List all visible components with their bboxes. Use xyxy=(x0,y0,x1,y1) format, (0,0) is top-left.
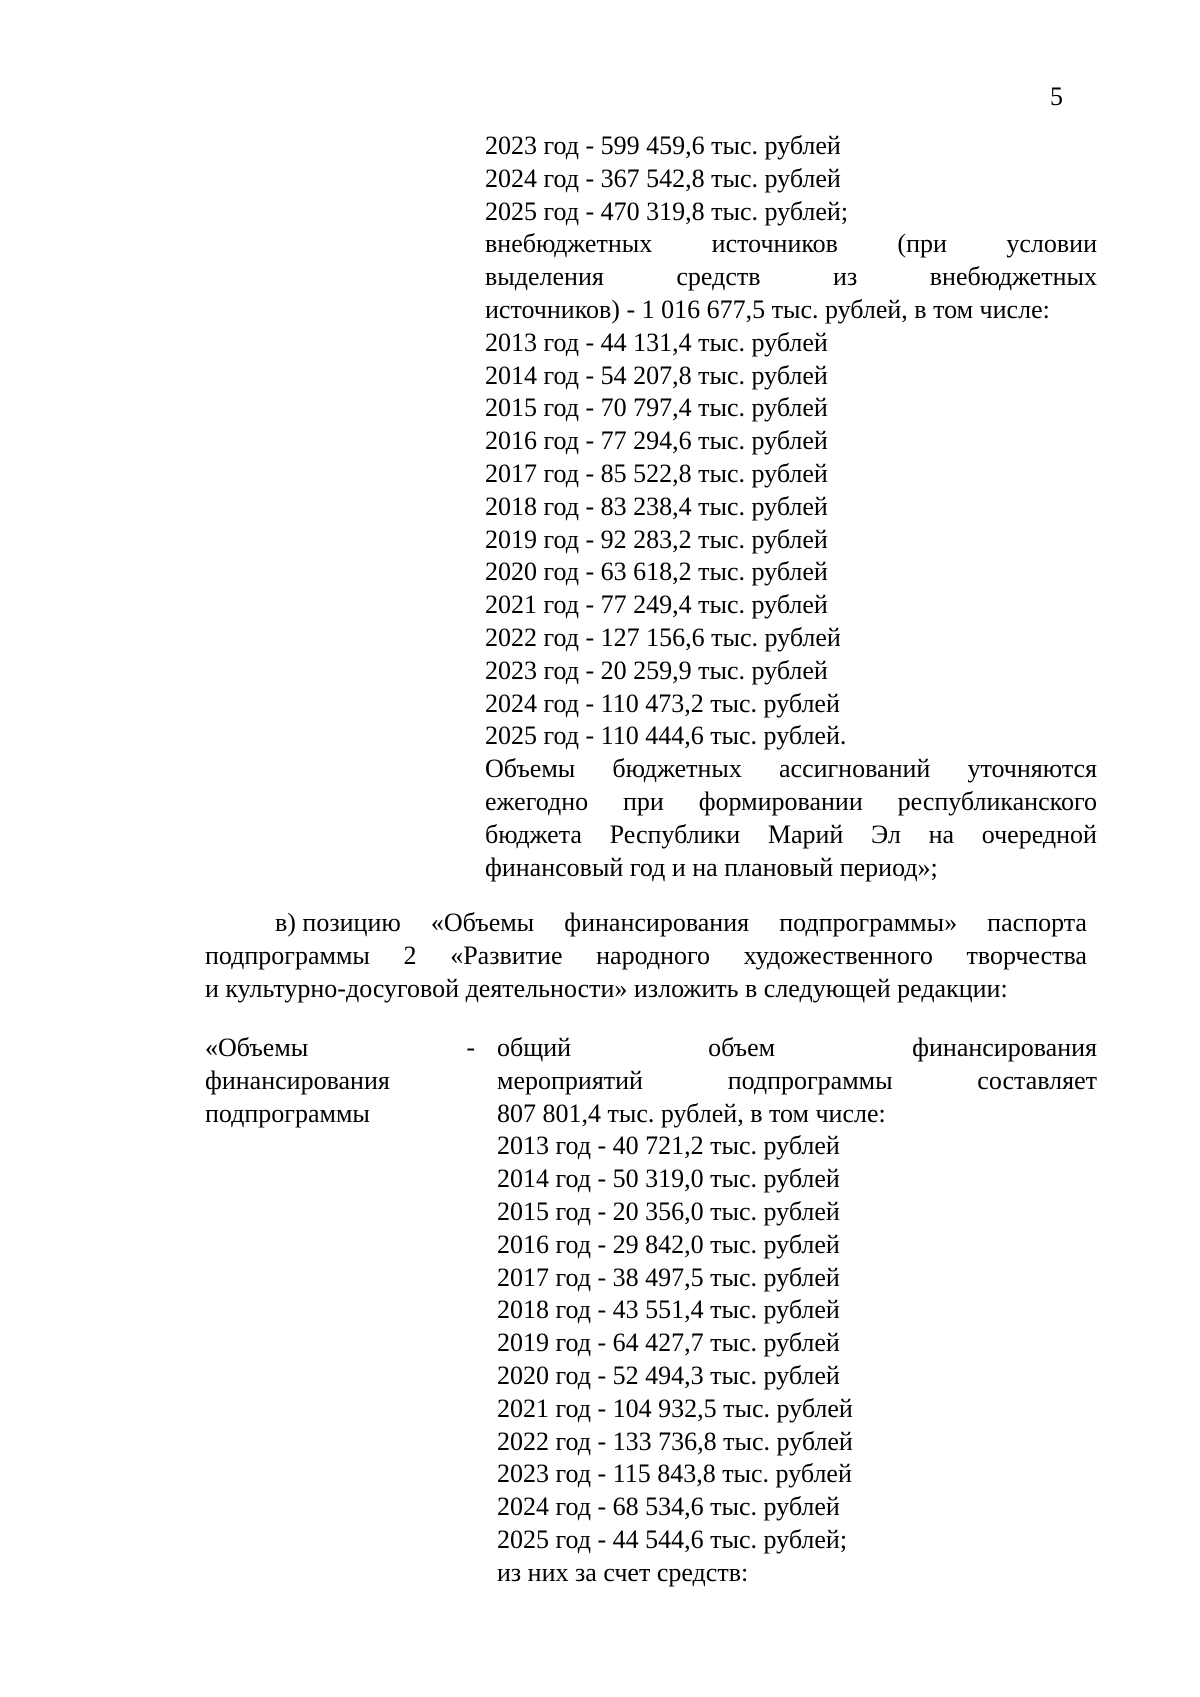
financing-line: 2022 год - 133 736,8 тыс. рублей xyxy=(497,1426,853,1456)
financing-line: 2021 год - 104 932,5 тыс. рублей xyxy=(497,1393,853,1423)
financing-line: 2019 год - 64 427,7 тыс. рублей xyxy=(497,1328,840,1358)
word: Эл xyxy=(871,819,901,849)
justified-line xyxy=(485,753,1097,786)
word: составляет xyxy=(977,1065,1097,1095)
justified-line xyxy=(485,786,1097,819)
financing-line: 2024 год - 68 534,6 тыс. рублей xyxy=(497,1492,840,1522)
financing-line: 807 801,4 тыс. рублей, в том числе: xyxy=(497,1098,886,1128)
justified-line xyxy=(205,907,1087,940)
label-text: финансирования xyxy=(205,1065,390,1095)
amendment-paragraph xyxy=(205,907,1087,1005)
financing-line: 2013 год - 40 721,2 тыс. рублей xyxy=(497,1131,840,1161)
word: внебюджетных xyxy=(929,262,1097,292)
financing-line: 2020 год - 52 494,3 тыс. рублей xyxy=(497,1360,840,1390)
word: средств xyxy=(676,262,761,292)
financing-line: из них за счет средств: xyxy=(497,1557,749,1587)
page-number: 5 xyxy=(1050,82,1063,111)
label-text: подпрограммы xyxy=(205,1098,370,1128)
financing-line: 2014 год - 54 207,8 тыс. рублей xyxy=(485,360,828,390)
financing-line: 2024 год - 367 542,8 тыс. рублей xyxy=(485,163,841,193)
word: 2 xyxy=(403,940,417,970)
word: республиканского xyxy=(897,786,1097,816)
word: формировании xyxy=(698,786,863,816)
financing-line: 2020 год - 63 618,2 тыс. рублей xyxy=(485,557,828,587)
financing-line: 2016 год - 77 294,6 тыс. рублей xyxy=(485,426,828,456)
word: Объемы xyxy=(485,754,576,784)
word: творчества xyxy=(966,940,1087,970)
word: художественного xyxy=(743,940,933,970)
financing-line: 2023 год - 115 843,8 тыс. рублей xyxy=(497,1459,852,1489)
word: (при xyxy=(897,229,947,259)
financing-line: 2025 год - 110 444,6 тыс. рублей. xyxy=(485,721,847,751)
word: источников xyxy=(711,229,838,259)
financing-line: 2025 год - 44 544,6 тыс. рублей; xyxy=(497,1524,848,1554)
word: при xyxy=(623,786,664,816)
word: подпрограммы xyxy=(205,940,370,970)
financing-line: 2021 год - 77 249,4 тыс. рублей xyxy=(485,590,828,620)
word: условии xyxy=(1006,229,1097,259)
financing-line: 2013 год - 44 131,4 тыс. рублей xyxy=(485,327,828,357)
word: выделения xyxy=(485,262,604,292)
label-text: «Объемы xyxy=(205,1033,309,1062)
financing-line: источников) - 1 016 677,5 тыс. рублей, в том числе: xyxy=(485,294,1050,324)
justified-line xyxy=(205,940,1087,973)
word: ассигнований xyxy=(778,754,931,784)
word: «Развитие xyxy=(450,940,563,970)
word: финансирования xyxy=(564,908,750,937)
financing-line: 2017 год - 38 497,5 тыс. рублей xyxy=(497,1262,840,1292)
word: финансирования xyxy=(912,1033,1097,1062)
position-label xyxy=(205,1032,475,1130)
word: из xyxy=(833,262,858,292)
word: подпрограммы» xyxy=(779,908,958,937)
subprogram-financing xyxy=(497,1032,1097,1590)
financing-line: 2018 год - 43 551,4 тыс. рублей xyxy=(497,1295,840,1325)
justified-line xyxy=(485,228,1097,261)
justified-line xyxy=(485,819,1097,852)
label-row xyxy=(205,1032,475,1065)
label-dash: - xyxy=(466,1033,475,1062)
financing-line: 2023 год - 599 459,6 тыс. рублей xyxy=(485,131,841,160)
justified-line xyxy=(497,1032,1097,1065)
justified-line xyxy=(497,1065,1097,1098)
financing-line: 2019 год - 92 283,2 тыс. рублей xyxy=(485,524,828,554)
word: очередной xyxy=(981,819,1097,849)
financing-line: финансовый год и на плановый период»; xyxy=(485,852,938,882)
financing-line: 2025 год - 470 319,8 тыс. рублей; xyxy=(485,196,849,226)
word: в) позицию xyxy=(275,908,401,937)
financing-line: 2016 год - 29 842,0 тыс. рублей xyxy=(497,1229,840,1259)
justified-line xyxy=(485,261,1097,294)
financing-line: 2015 год - 20 356,0 тыс. рублей xyxy=(497,1196,840,1226)
word: мероприятий xyxy=(497,1065,643,1095)
financing-line: 2022 год - 127 156,6 тыс. рублей xyxy=(485,622,841,652)
word: паспорта xyxy=(987,908,1087,937)
financing-continuation xyxy=(485,130,1097,884)
word: общий xyxy=(497,1033,572,1062)
word: ежегодно xyxy=(485,786,589,816)
financing-line: 2014 год - 50 319,0 тыс. рублей xyxy=(497,1164,840,1194)
financing-line: 2023 год - 20 259,9 тыс. рублей xyxy=(485,655,828,685)
financing-line: 2018 год - 83 238,4 тыс. рублей xyxy=(485,491,828,521)
financing-line: 2015 год - 70 797,4 тыс. рублей xyxy=(485,393,828,423)
word: Марий xyxy=(767,819,844,849)
word: бюджета xyxy=(485,819,582,849)
word: «Объемы xyxy=(430,908,535,937)
word: уточняются xyxy=(967,754,1097,784)
word: внебюджетных xyxy=(485,229,653,259)
financing-line: 2024 год - 110 473,2 тыс. рублей xyxy=(485,688,840,718)
word: народного xyxy=(596,940,711,970)
word: на xyxy=(928,819,955,849)
word: Республики xyxy=(609,819,741,849)
word: подпрограммы xyxy=(727,1065,893,1095)
word: бюджетных xyxy=(612,754,742,784)
paragraph-line: и культурно-досуговой деятельности» изложить в следующей редакции: xyxy=(205,973,1008,1003)
financing-line: 2017 год - 85 522,8 тыс. рублей xyxy=(485,458,828,488)
word: объем xyxy=(708,1033,776,1062)
